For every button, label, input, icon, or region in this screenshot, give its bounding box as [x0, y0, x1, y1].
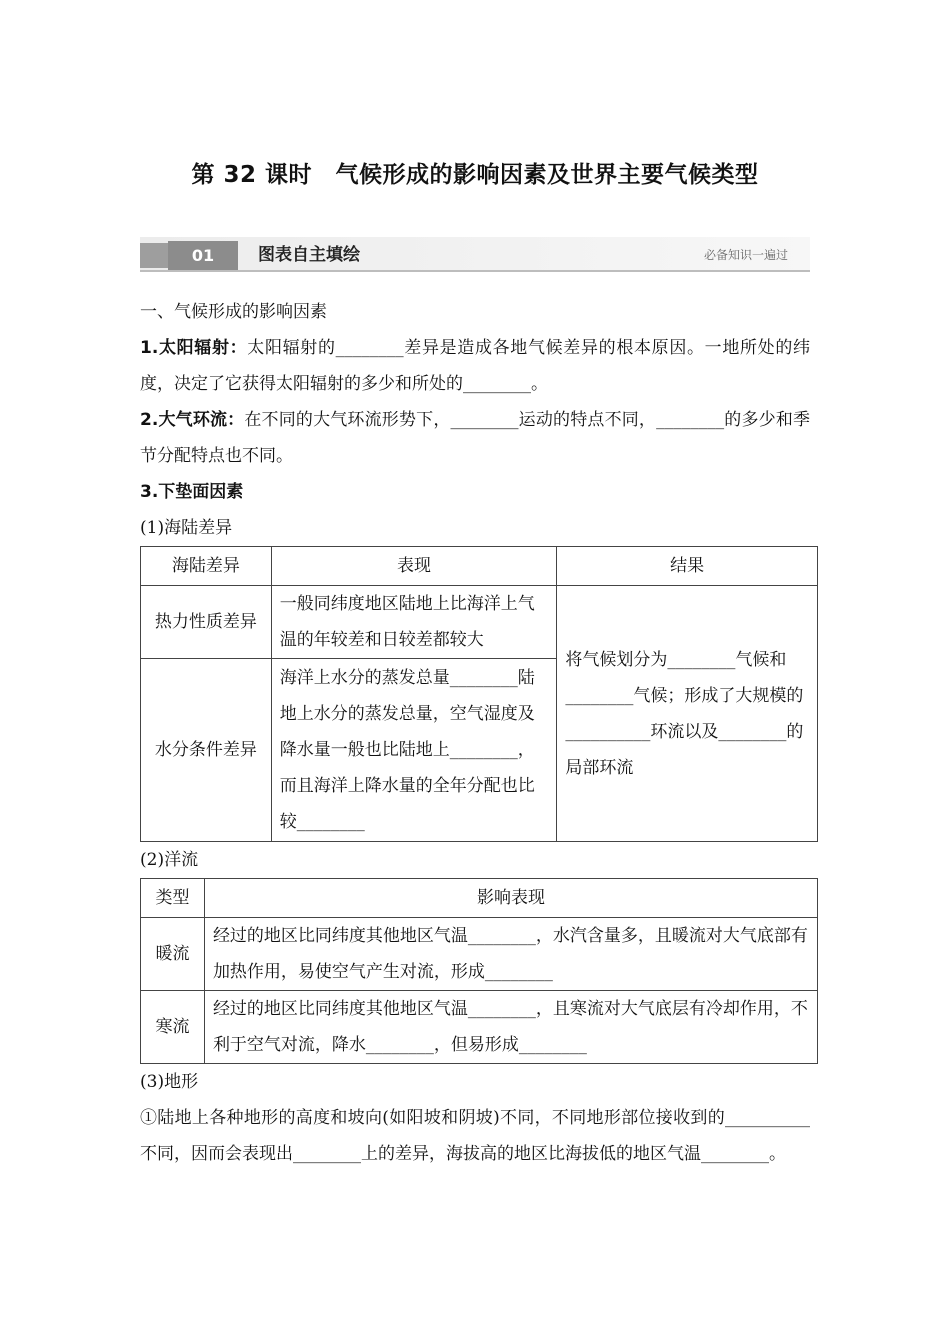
- table-header: 结果: [557, 547, 818, 586]
- table-header: 海陆差异: [141, 547, 272, 586]
- page-title: 第 32 课时 气候形成的影响因素及世界主要气候类型: [191, 162, 759, 188]
- item-text: 在不同的大气环流形势下，________运动的特点不同，________的多少和季节分配特点也不同。: [140, 410, 810, 466]
- item-label: 2.大气环流：: [140, 410, 245, 430]
- item-atmospheric-circulation: [140, 402, 810, 474]
- table-header: 类型: [141, 879, 205, 918]
- subheading-terrain: (3)地形: [140, 1072, 199, 1092]
- part-heading: 一、气候形成的影响因素: [140, 302, 327, 322]
- table-header-row: [141, 879, 818, 918]
- table-cell-performance: 海洋上水分的蒸发总量________陆地上水分的蒸发总量，空气湿度及降水量一般也比陆地上________，而且海洋上降水量的全年分配也比较________: [271, 659, 557, 842]
- table-cell-factor: 水分条件差异: [141, 659, 272, 842]
- table-header: 表现: [271, 547, 557, 586]
- table-row: [141, 918, 818, 991]
- item-solar-radiation: [140, 330, 810, 402]
- item-text: 太阳辐射的________差异是造成各地气候差异的根本原因。一地所处的纬度，决定了它获得太阳辐射的多少和所处的________。: [140, 338, 810, 394]
- subheading-ocean-currents: (2)洋流: [140, 850, 199, 870]
- table-row: [141, 991, 818, 1064]
- subheading-land-sea: (1)海陆差异: [140, 518, 233, 538]
- item-label: 1.太阳辐射：: [140, 338, 248, 358]
- table-cell-factor: 热力性质差异: [141, 586, 272, 659]
- section-number: 01: [168, 241, 238, 270]
- table-cell-effect: 经过的地区比同纬度其他地区气温________，且寒流对大气底层有冷却作用，不利于空气对流，降水________，但易形成________: [204, 991, 817, 1064]
- table-cell-type: 寒流: [141, 991, 205, 1064]
- table-row: [141, 586, 818, 659]
- section-bar-accent: [140, 243, 168, 268]
- table-cell-effect: 经过的地区比同纬度其他地区气温________，水汽含量多，且暖流对大气底部有加热作用，易使空气产生对流，形成________: [204, 918, 817, 991]
- section-tag: 必备知识一遍过: [703, 248, 788, 262]
- item-underlying-surface: [140, 474, 810, 510]
- content-body: [140, 294, 810, 1172]
- table-cell-performance: 一般同纬度地区陆地上比海洋上气温的年较差和日较差都较大: [271, 586, 557, 659]
- table-header-row: [141, 547, 818, 586]
- table-cell-result: 将气候划分为________气候和________气候；形成了大规模的__________环流以及________的局部环流: [557, 586, 818, 842]
- section-header-bar: [140, 237, 810, 272]
- land-sea-table: [140, 546, 818, 842]
- terrain-paragraph: ①陆地上各种地形的高度和坡向(如阳坡和阴坡)不同，不同地形部位接收到的__________不同，因而会表现出________上的差异，海拔高的地区比海拔低的地区气温________。: [140, 1108, 810, 1164]
- table-header: 影响表现: [204, 879, 817, 918]
- ocean-current-table: [140, 878, 818, 1064]
- item-label: 3.下垫面因素: [140, 482, 244, 502]
- section-heading: 图表自主填绘: [258, 245, 360, 265]
- table-cell-type: 暖流: [141, 918, 205, 991]
